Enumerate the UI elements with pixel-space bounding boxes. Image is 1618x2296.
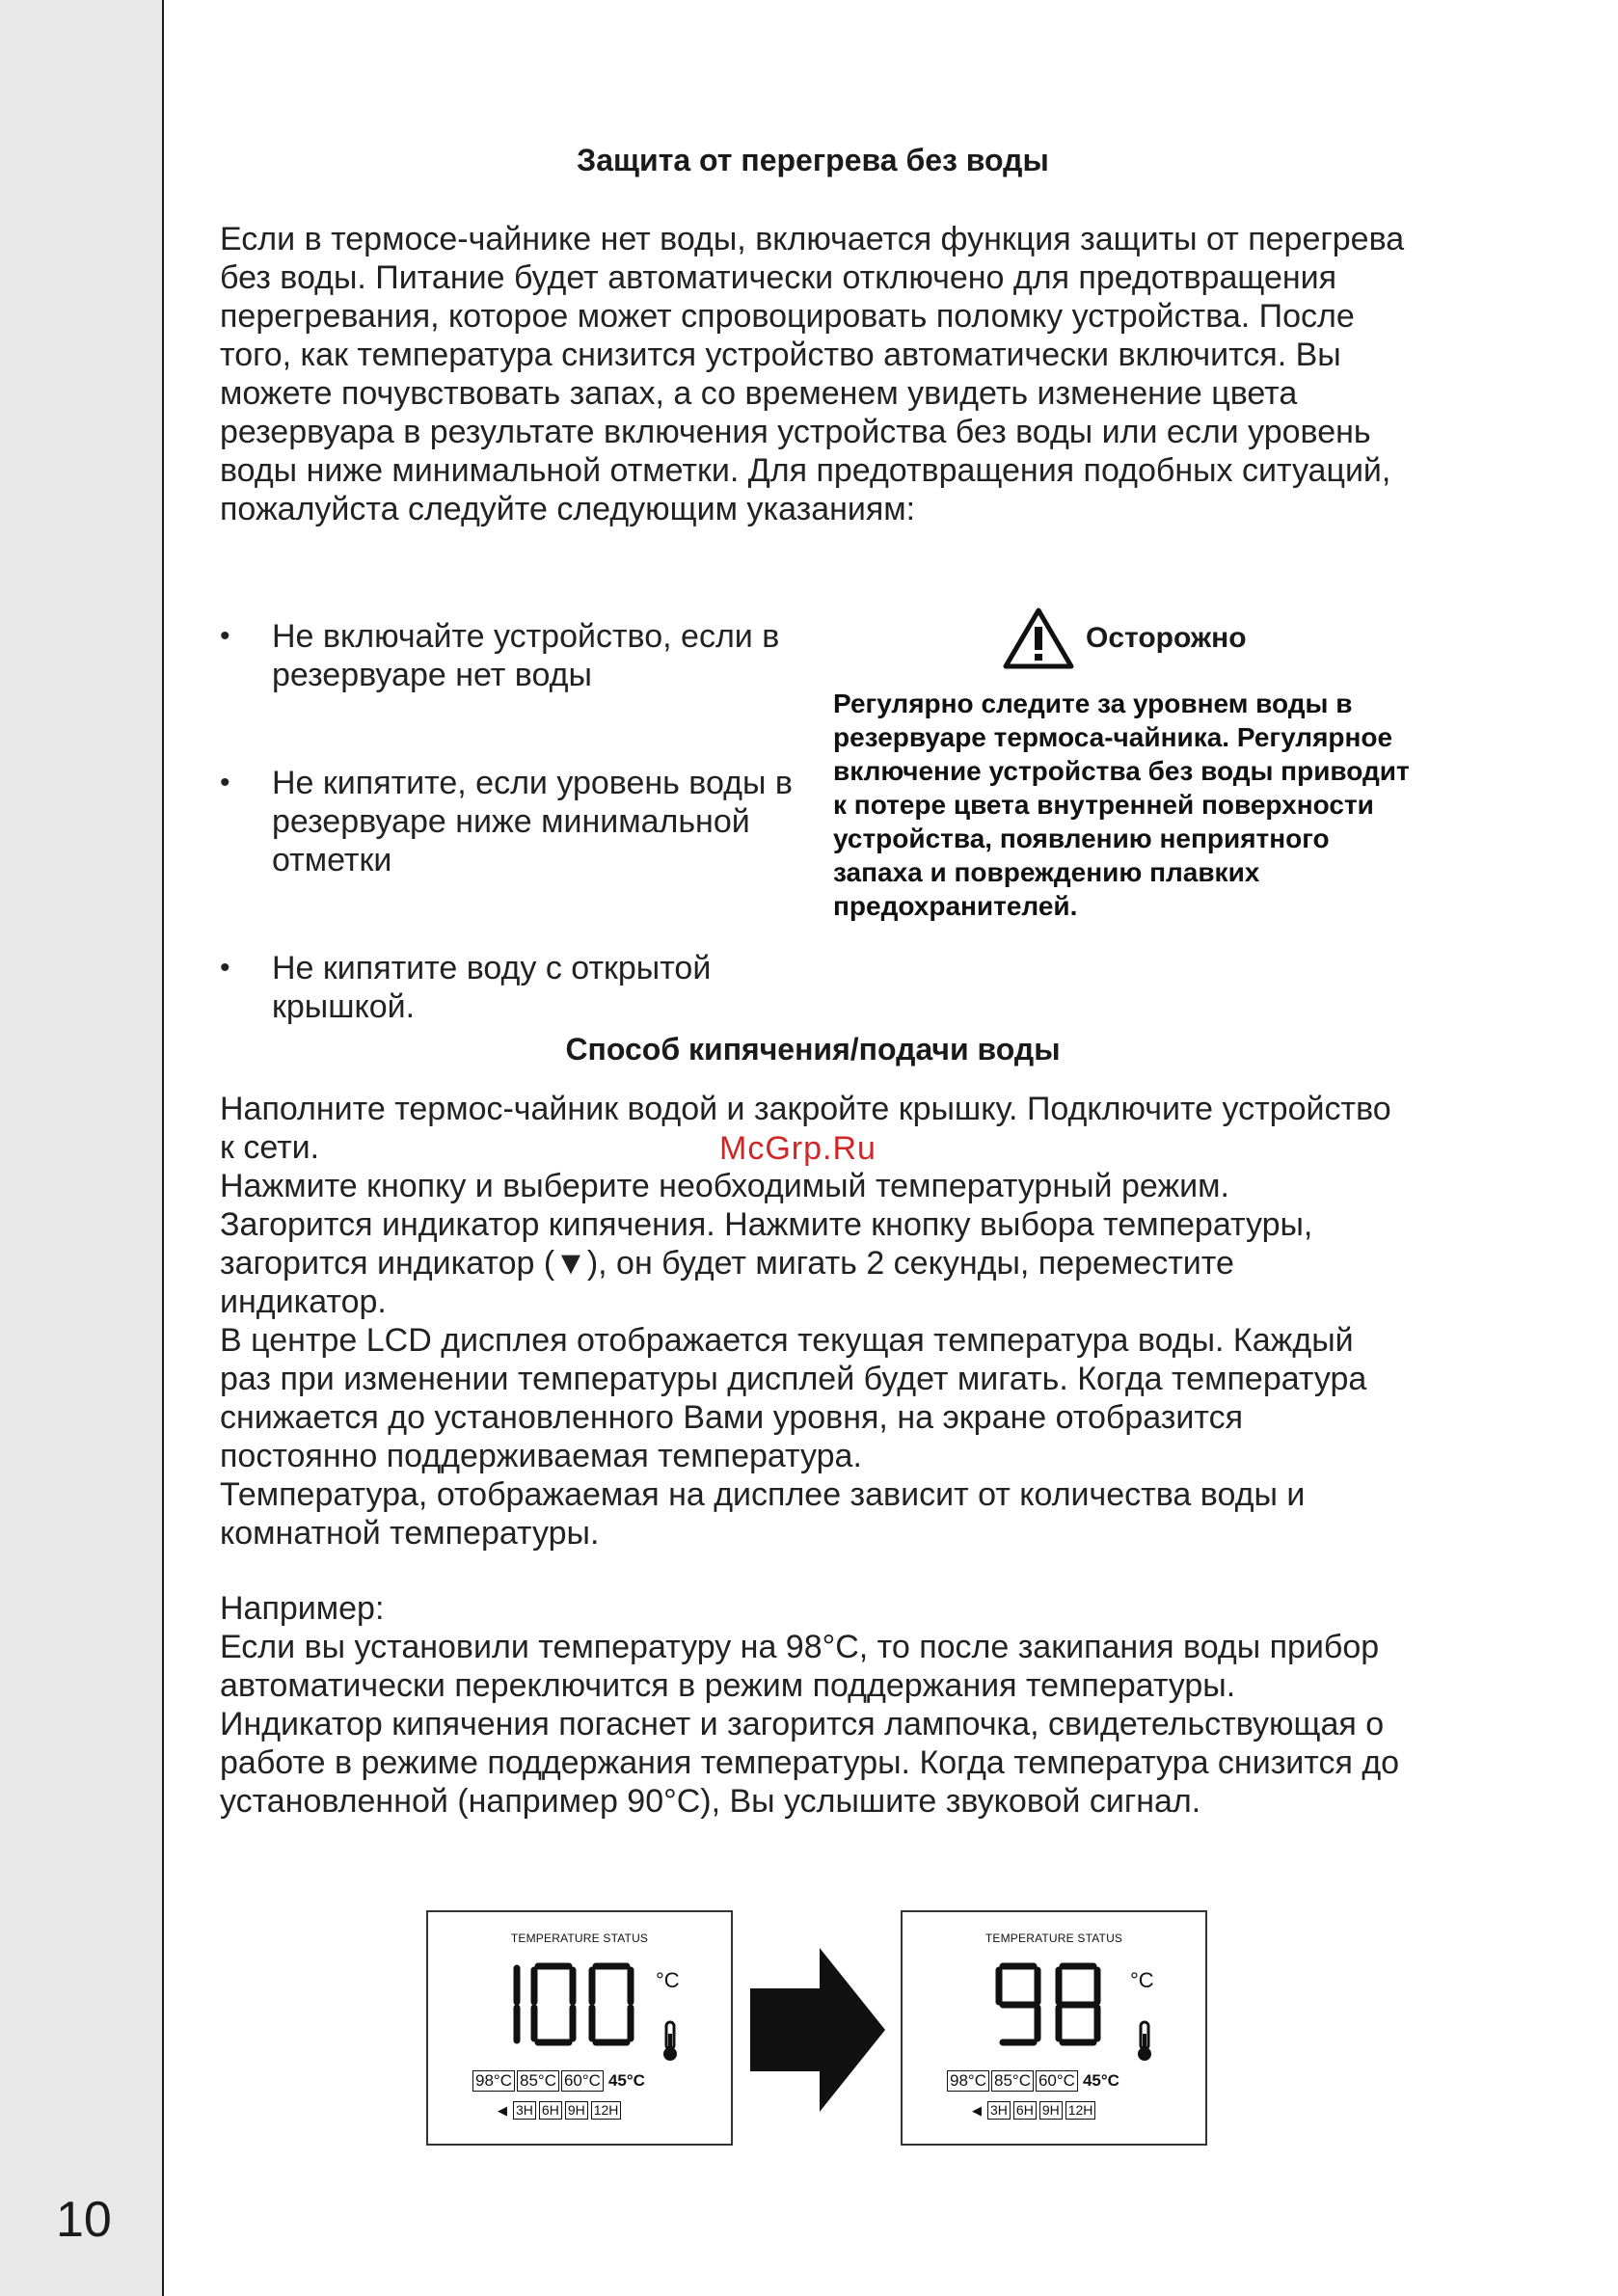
instruction-line: В центре LCD дисплея отображается текущая температура воды. Каждый раз при изменении температуры дисплей будет мигать. Когда температура снижается до установленного Вами уровня, на экране отобразится постоянно поддерживаемая температура. xyxy=(220,1322,1367,1474)
watermark: McGrp.Ru xyxy=(719,1130,876,1167)
lcd-hour-presets xyxy=(972,2101,1095,2120)
section-heading-boiling: Способ кипячения/подачи воды xyxy=(565,1032,1061,1067)
hour-preset: 3H xyxy=(513,2101,536,2120)
example-label: Например: xyxy=(220,1590,385,1627)
lcd-hour-presets xyxy=(498,2101,621,2120)
hour-preset: 6H xyxy=(1013,2101,1037,2120)
example-text: Если вы установили температуру на 98°С, то после закипания воды прибор автоматически переключится в режим поддержания температуры. Индикатор кипячения погаснет и загорится лампочка, свидетельствующая о работе в режиме поддержания температуры. Когда температура снизится до установленной (например 90°С), Вы услышите звуковой сигнал. xyxy=(220,1629,1400,1820)
list-item: • Не включайте устройство, если в резервуаре нет воды xyxy=(220,618,780,693)
temp-preset: 60°C xyxy=(561,2070,604,2092)
overheat-paragraph xyxy=(220,220,1406,528)
instruction-line: Наполните термос-чайник водой и закройте крышку. Подключите устройство к сети. xyxy=(220,1091,1391,1166)
lcd-status-label: TEMPERATURE STATUS xyxy=(510,1931,649,1945)
instruction-line: Температура, отображаемая на дисплее зависит от количества воды и комнатной температуры. xyxy=(220,1476,1306,1552)
left-arrow-icon: ◀ xyxy=(972,2103,982,2118)
section-heading-overheat: Защита от перегрева без воды xyxy=(577,143,1049,177)
precaution-list xyxy=(220,617,818,1095)
lcd-temp-presets xyxy=(472,2070,648,2092)
warning-triangle-icon xyxy=(1003,608,1074,669)
lcd-status-label: TEMPERATURE STATUS xyxy=(984,1931,1123,1945)
page-number: 10 xyxy=(56,2192,112,2248)
caution-header xyxy=(1003,608,1247,669)
hour-preset: 6H xyxy=(539,2101,562,2120)
caution-text: Регулярно следите за уровнем воды в резервуаре термоса-чайника. Регулярное включение устройства без воды приводит к потере цвета внутренней поверхности устройства, появлению неприятного запаха и повреждению плавких предохранителей. xyxy=(833,689,1410,921)
temp-preset: 45°C xyxy=(607,2071,645,2090)
temp-preset: 85°C xyxy=(517,2070,559,2092)
temp-preset: 85°C xyxy=(991,2070,1034,2092)
instruction-line: Нажмите кнопку и выберите необходимый температурный режим. xyxy=(220,1168,1229,1204)
sidebar-divider xyxy=(162,0,164,2296)
lcd-unit: °C xyxy=(1130,1968,1154,1992)
left-arrow-icon: ◀ xyxy=(498,2103,507,2118)
caution-title: Осторожно xyxy=(1086,622,1247,654)
lcd-temp-presets xyxy=(947,2070,1122,2092)
hour-preset: 9H xyxy=(565,2101,588,2120)
temp-preset: 98°C xyxy=(947,2070,989,2092)
example-block xyxy=(220,1589,1406,1821)
lcd-display-after xyxy=(901,1910,1207,2146)
temp-preset: 45°C xyxy=(1082,2071,1119,2090)
hour-preset: 12H xyxy=(591,2101,622,2120)
temp-preset: 98°C xyxy=(472,2070,515,2092)
lcd-unit: °C xyxy=(656,1968,680,1992)
hour-preset: 12H xyxy=(1065,2101,1096,2120)
lcd-display-before xyxy=(426,1910,733,2146)
hour-preset: 9H xyxy=(1039,2101,1063,2120)
thermometer-icon xyxy=(1134,2020,1155,2063)
thermometer-icon xyxy=(660,2020,681,2063)
instruction-line: Загорится индикатор кипячения. Нажмите кнопку выбора температуры, загорится индикатор (▼), он будет мигать 2 секунды, переместите индикатор. xyxy=(220,1206,1313,1320)
temp-preset: 60°C xyxy=(1036,2070,1078,2092)
list-item: • Не кипятите воду с открытой крышкой. xyxy=(220,950,712,1025)
list-item: • Не кипятите, если уровень воды в резервуаре ниже минимальной отметки xyxy=(220,765,793,878)
right-arrow-icon xyxy=(750,1948,885,2112)
overheat-text: Если в термосе-чайнике нет воды, включается функция защиты от перегрева без воды. Питание будет автоматически отключено для предотвращения перегревания, которое может спровоцировать поломку устройства. После того, как температура снизится устройство автоматически включится. Вы можете почувствовать запах, а со временем увидеть изменение цвета резервуара в результате включения устройства без воды или если уровень воды ниже минимальной отметки. Для предотвращения подобных ситуаций, пожалуйста следуйте следующим указаниям: xyxy=(220,221,1405,527)
page-sidebar xyxy=(0,0,162,2296)
hour-preset: 3H xyxy=(987,2101,1011,2120)
